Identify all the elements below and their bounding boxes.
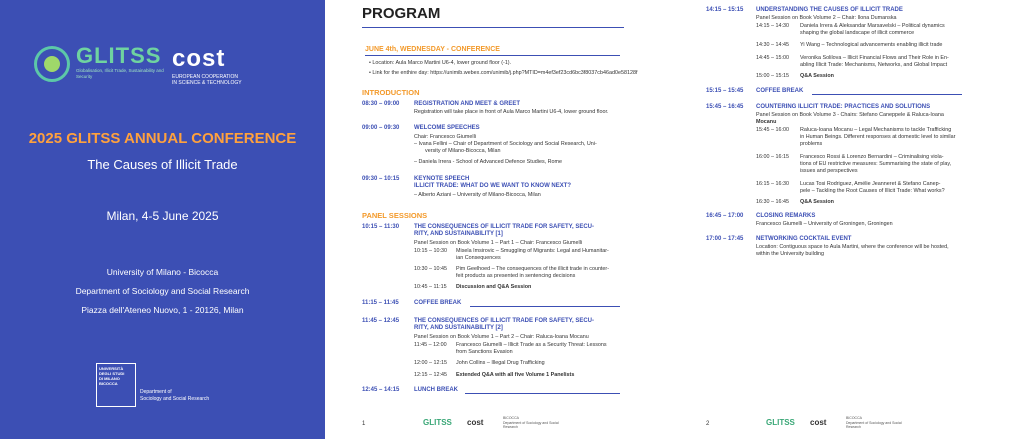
talk-line: Pim Geelhoed – The consequences of the illicit trade in counter- [456, 266, 610, 272]
talk-time: 12:00 – 12:15 [414, 360, 447, 366]
talk-line: John Collins – Illegal Drug Trafficking [456, 360, 545, 366]
talk-line: Daniela Irrera & Aleksandar Marsavelski – Political dynamics [800, 23, 945, 29]
footer-bicocca-logo [503, 416, 563, 430]
session-title: RITY, AND SUSTAINABILITY [2] [414, 325, 503, 331]
bicocca-dept-line: Sociology and Social Research [140, 396, 210, 402]
session-title: CLOSING REMARKS [756, 213, 816, 219]
session-time: 09:00 – 09:30 [362, 125, 400, 131]
talk-time: 10:45 – 11:15 [414, 284, 447, 290]
session-title: COUNTERING ILLICIT TRADE: PRACTICES AND SOLUTIONS [756, 104, 931, 110]
session-time: 14:15 – 15:15 [706, 7, 744, 13]
talk-time: 14:15 – 14:30 [756, 23, 789, 29]
session-chair: Panel Session on Book Volume 2 – Chair: Ilona Dumanska [756, 15, 897, 21]
talk-time: 11:45 – 12:00 [414, 342, 447, 348]
session-time: 15:15 – 15:45 [706, 88, 744, 94]
session-title: WELCOME SPEECHES [414, 125, 480, 131]
talk-time: 14:30 – 14:45 [756, 42, 789, 48]
section-panel-sessions: PANEL SESSIONS [362, 211, 428, 220]
conference-place-date: Milan, 4-5 June 2025 [106, 209, 219, 223]
cost-tagline-1: EUROPEAN COOPERATION [172, 74, 239, 80]
session-time: 17:00 – 17:45 [706, 236, 744, 242]
talk-time: 14:45 – 15:00 [756, 55, 789, 61]
session-chair: Panel Session on Book Volume 1 – Part 1 – Chair: Francesco Giumelli [414, 240, 583, 246]
section-introduction: INTRODUCTION [362, 88, 420, 97]
divider [365, 55, 620, 56]
session-time: 12:45 – 14:15 [362, 387, 400, 393]
footer-bicocca-logo [846, 416, 906, 430]
page-number: 1 [362, 421, 366, 427]
talk-line: Francesco Rossi & Lorenzo Bernardini – Criminalising viola- [800, 154, 944, 160]
talk-line: from Sanctions Evasion [456, 349, 513, 355]
talk-line: pele – Tackling the Root Causes of Illicit Trade: What works? [800, 188, 945, 194]
talk-time: 12:15 – 12:45 [414, 372, 447, 378]
webex-link[interactable]: • Link for the enthire day: https://unimib.webex.com/unimib/j.php?MTID=m4ef3ef23cd6bc3f8037cb46ad0e58128f [369, 70, 638, 76]
university-name: University of Milano - Bicocca [106, 267, 219, 277]
speaker-line: – Ivana Fellini – Chair of Department of Sociology and Social Research, Uni- [414, 141, 597, 147]
session-time: 16:45 – 17:00 [706, 213, 744, 219]
session-chair: Panel Session on Book Volume 1 – Part 2 – Chair: Raluca-Ioana Mocanu [414, 334, 589, 340]
talk-line: in Human Beings. Different responses at domestic level to similar [800, 134, 956, 140]
talk-line: Raluca-Ioana Mocanu – Legal Mechanisms to tackle Trafficking [800, 127, 952, 133]
glitss-tagline: Globalisation, Illicit Trade, Sustainability and Security [76, 68, 164, 79]
cost-tagline-2: IN SCIENCE & TECHNOLOGY [172, 80, 242, 86]
speaker-line: Francesco Giumelli – University of Groningen, Groningen [756, 221, 893, 227]
seal-line: DEGLI STUDI [99, 371, 125, 376]
talk-line: Yi Wang – Technological advancements enabling illicit trade [800, 42, 943, 48]
talk-line: tions of EU restrictive measures: Summarising the state of play, [800, 161, 952, 167]
program-page-1 [325, 0, 667, 439]
logos-row [22, 44, 312, 92]
divider [470, 306, 620, 307]
speaker-line: versity of Milano-Bicocca, Milan [425, 148, 501, 154]
talk-line: abling Illicit Trade: Mechanisms, Networks, and Global Impact [800, 62, 948, 68]
bicocca-dept-line: Department of [140, 389, 172, 395]
session-time: 09:30 – 10:15 [362, 176, 400, 182]
session-chair: Panel Session on Book Volume 3 - Chairs: Stefano Caneppele & Raluca-Ioana [756, 112, 944, 118]
divider [812, 94, 962, 95]
talk-time: 15:45 – 16:00 [756, 127, 789, 133]
talk-line: problems [800, 141, 823, 147]
glitss-wordmark: GLITSS [76, 43, 162, 68]
divider [362, 27, 624, 28]
session-title: NETWORKING COCKTAIL EVENT [756, 236, 852, 242]
cost-wordmark: cost [172, 45, 226, 72]
talk-line: Veronika Solilova – Illicit Financial Flows and Their Role in En- [800, 55, 949, 61]
divider [465, 393, 620, 394]
session-title: THE CONSEQUENCES OF ILLICIT TRADE FOR SAFETY, SECU- [414, 318, 595, 324]
session-chair: Mocanu [756, 119, 777, 125]
conference-title: 2025 GLITSS ANNUAL CONFERENCE [28, 130, 297, 147]
footer-logos [423, 416, 573, 434]
location-text: Location: Contiguous space to Aula Martini, where the conference will be hosted, [756, 244, 949, 250]
session-title: ILLICIT TRADE: WHAT DO WE WANT TO KNOW NEXT? [414, 183, 572, 189]
day-title: JUNE 4th, WEDNESDAY - CONFERENCE [365, 46, 500, 53]
session-chair: Chair: Francesco Giumelli [414, 134, 477, 140]
session-time: 10:15 – 11:30 [362, 224, 400, 230]
session-time: 15:45 – 16:45 [706, 104, 744, 110]
talk-line: Francesco Giumelli – Illicit Trade as a Security Threat: Lessons [456, 342, 607, 348]
talk-time: 10:15 – 10:30 [414, 248, 447, 254]
talk-line: Q&A Session [800, 73, 834, 79]
talk-time: 16:30 – 16:45 [756, 199, 789, 205]
location-text: within the University building [756, 251, 825, 257]
talk-line: feit products as presented in sentencing decisions [456, 273, 576, 279]
page-number: 2 [706, 421, 710, 427]
seal-line: DI MILANO [99, 376, 120, 381]
talk-line: ian Consequences [456, 255, 501, 261]
session-title: RITY, AND SUSTAINABILITY [1] [414, 231, 503, 237]
footer-bicocca-dept: Department of Sociology and Social Research [846, 420, 902, 429]
department-name: Department of Sociology and Social Research [75, 286, 250, 296]
talk-line: issues and perspectives [800, 168, 858, 174]
footer-glitss-logo: GLITSS [423, 418, 452, 427]
session-title: LUNCH BREAK [414, 387, 458, 393]
session-title: UNDERSTANDING THE CAUSES OF ILLICIT TRADE [756, 7, 903, 13]
session-note: Registration will take place in front of Aula Marco Martini U6-4, lower ground floor. [414, 109, 609, 115]
footer-logos [766, 416, 916, 434]
session-title: COFFEE BREAK [414, 300, 462, 306]
footer-glitss-logo: GLITSS [766, 418, 795, 427]
talk-time: 16:00 – 16:15 [756, 154, 789, 160]
cover-page [0, 0, 325, 439]
speaker-line: – Alberto Aziani – University of Milano-Bicocca, Milan [414, 192, 541, 198]
program-page-2 [700, 0, 1024, 439]
seal-line: BICOCCA [99, 381, 118, 386]
talk-time: 16:15 – 16:30 [756, 181, 789, 187]
footer-bicocca-dept: Department of Sociology and Social Research [503, 420, 559, 429]
speaker-line: – Daniela Irrera - School of Advanced Defence Studies, Rome [414, 159, 563, 165]
talk-time: 10:30 – 10:45 [414, 266, 447, 272]
bicocca-seal-icon [96, 363, 136, 407]
footer-cost-logo: cost [810, 418, 827, 427]
session-title: COFFEE BREAK [756, 88, 804, 94]
session-title: KEYNOTE SPEECH [414, 176, 470, 182]
page-title: PROGRAM [362, 5, 441, 22]
glitss-logo [34, 44, 174, 92]
talk-line: Q&A Session [800, 199, 834, 205]
footer-cost-logo: cost [467, 418, 484, 427]
session-title: THE CONSEQUENCES OF ILLICIT TRADE FOR SAFETY, SECU- [414, 224, 595, 230]
footer-bicocca-name: BICOCCA [846, 416, 862, 420]
footer-bicocca-name: BICOCCA [503, 416, 519, 420]
talk-line: Discussion and Q&A Session [456, 284, 532, 290]
cost-logo [172, 45, 302, 92]
talk-line: shaping the global landscape of illicit commerce [800, 30, 915, 36]
talk-time: 15:00 – 15:15 [756, 73, 789, 79]
bicocca-department [140, 389, 209, 403]
talk-line: Misela Imsirovic – Smuggling of Migrants: Legal and Humanitar- [456, 248, 609, 254]
session-time: 08:30 – 09:00 [362, 101, 400, 107]
talk-line: Extended Q&A with all five Volume 1 Panelists [456, 372, 575, 378]
session-time: 11:45 – 12:45 [362, 318, 400, 324]
location-text: • Location: Aula Marco Martini U6-4, lower ground floor (-1). [369, 60, 512, 66]
talk-line: Lucas Tosi Rodriguez, Amélie Jeanneret & Stefano Canep- [800, 181, 941, 187]
session-time: 11:15 – 11:45 [362, 300, 399, 306]
seal-line: UNIVERSITÀ [99, 366, 124, 371]
bicocca-logo [96, 363, 236, 409]
session-title: REGISTRATION AND MEET & GREET [414, 101, 521, 107]
globe-icon [34, 46, 70, 82]
address: Piazza dell'Ateneo Nuovo, 1 - 20126, Milan [81, 305, 244, 315]
conference-subtitle: The Causes of Illicit Trade [87, 157, 238, 172]
